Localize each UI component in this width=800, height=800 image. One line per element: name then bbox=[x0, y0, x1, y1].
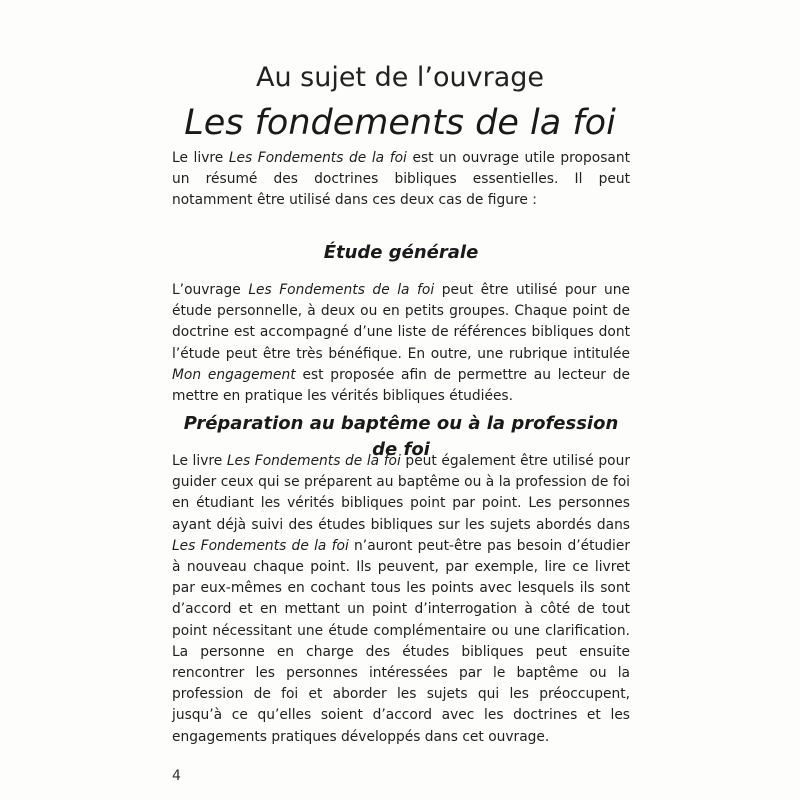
section1-text-1: L’ouvrage bbox=[172, 282, 249, 298]
section2-book-title-2: Les Fondements de la foi bbox=[172, 537, 349, 554]
page-number: 4 bbox=[172, 768, 181, 784]
intro-paragraph bbox=[172, 148, 630, 212]
book-title: Les fondements de la foi bbox=[184, 103, 616, 143]
section-heading-baptism-preparation: Préparation au baptême ou à la profession de foi bbox=[183, 413, 619, 460]
section2-text-3: n’auront peut-être pas besoin d’étudier à nouveau chaque point. Ils peuvent, par exemple, lire ce livret par eux-mêmes en cochant tous les points avec lesquels ils sont d’accord et en mettant un point d’interrogation à côté de tout point nécessitant une étude complémentaire ou une clarification. La personne en charge des études bibliques peut ensuite rencontrer les personnes intéressées par le baptême ou la profession de foi et aborder les sujets qui les préoccupent, jusqu’à ce qu’elles soient d’accord avec les doctrines et les engagements pratiques développés dans cet ouvrage. bbox=[172, 537, 630, 745]
intro-text-1: Le livre bbox=[172, 150, 229, 166]
section1-rubric-title: Mon engagement bbox=[172, 366, 296, 383]
general-study-paragraph bbox=[172, 280, 630, 407]
section1-text-2: peut être utilisé pour une étude personnelle, à deux ou en petits groupes. Chaque point de doctrine est accompagné d’une liste de références bibliques dont l’étude peut être très bénéfique. En outre, une rubrique intitulée bbox=[172, 282, 630, 362]
page-header bbox=[0, 58, 800, 148]
section1-book-title: Les Fondements de la foi bbox=[248, 282, 435, 298]
pre-title: Au sujet de l’ouvrage bbox=[255, 62, 545, 93]
baptism-preparation-paragraph bbox=[172, 451, 630, 748]
section2-text-1: Le livre bbox=[172, 453, 227, 469]
section2-text-2: peut également être utilisé pour guider ceux qui se préparent au baptême ou à la profession de foi en étudiant les vérités bibliques point par point. Les personnes ayant déjà suivi des études bibliques sur les sujets abordés dans bbox=[172, 453, 630, 533]
section2-book-title-1: Les Fondements de la foi bbox=[226, 453, 401, 469]
section1-text-3: est proposée afin de permettre au lecteur de mettre en pratique les vérités bibliques étudiées. bbox=[172, 366, 631, 405]
section-heading-general-study: Étude générale bbox=[323, 242, 479, 263]
intro-text-2: est un ouvrage utile proposant un résumé des doctrines bibliques essentielles. Il peut notamment être utilisé dans ces deux cas de figure : bbox=[172, 150, 630, 209]
intro-book-title: Les Fondements de la foi bbox=[228, 150, 407, 166]
